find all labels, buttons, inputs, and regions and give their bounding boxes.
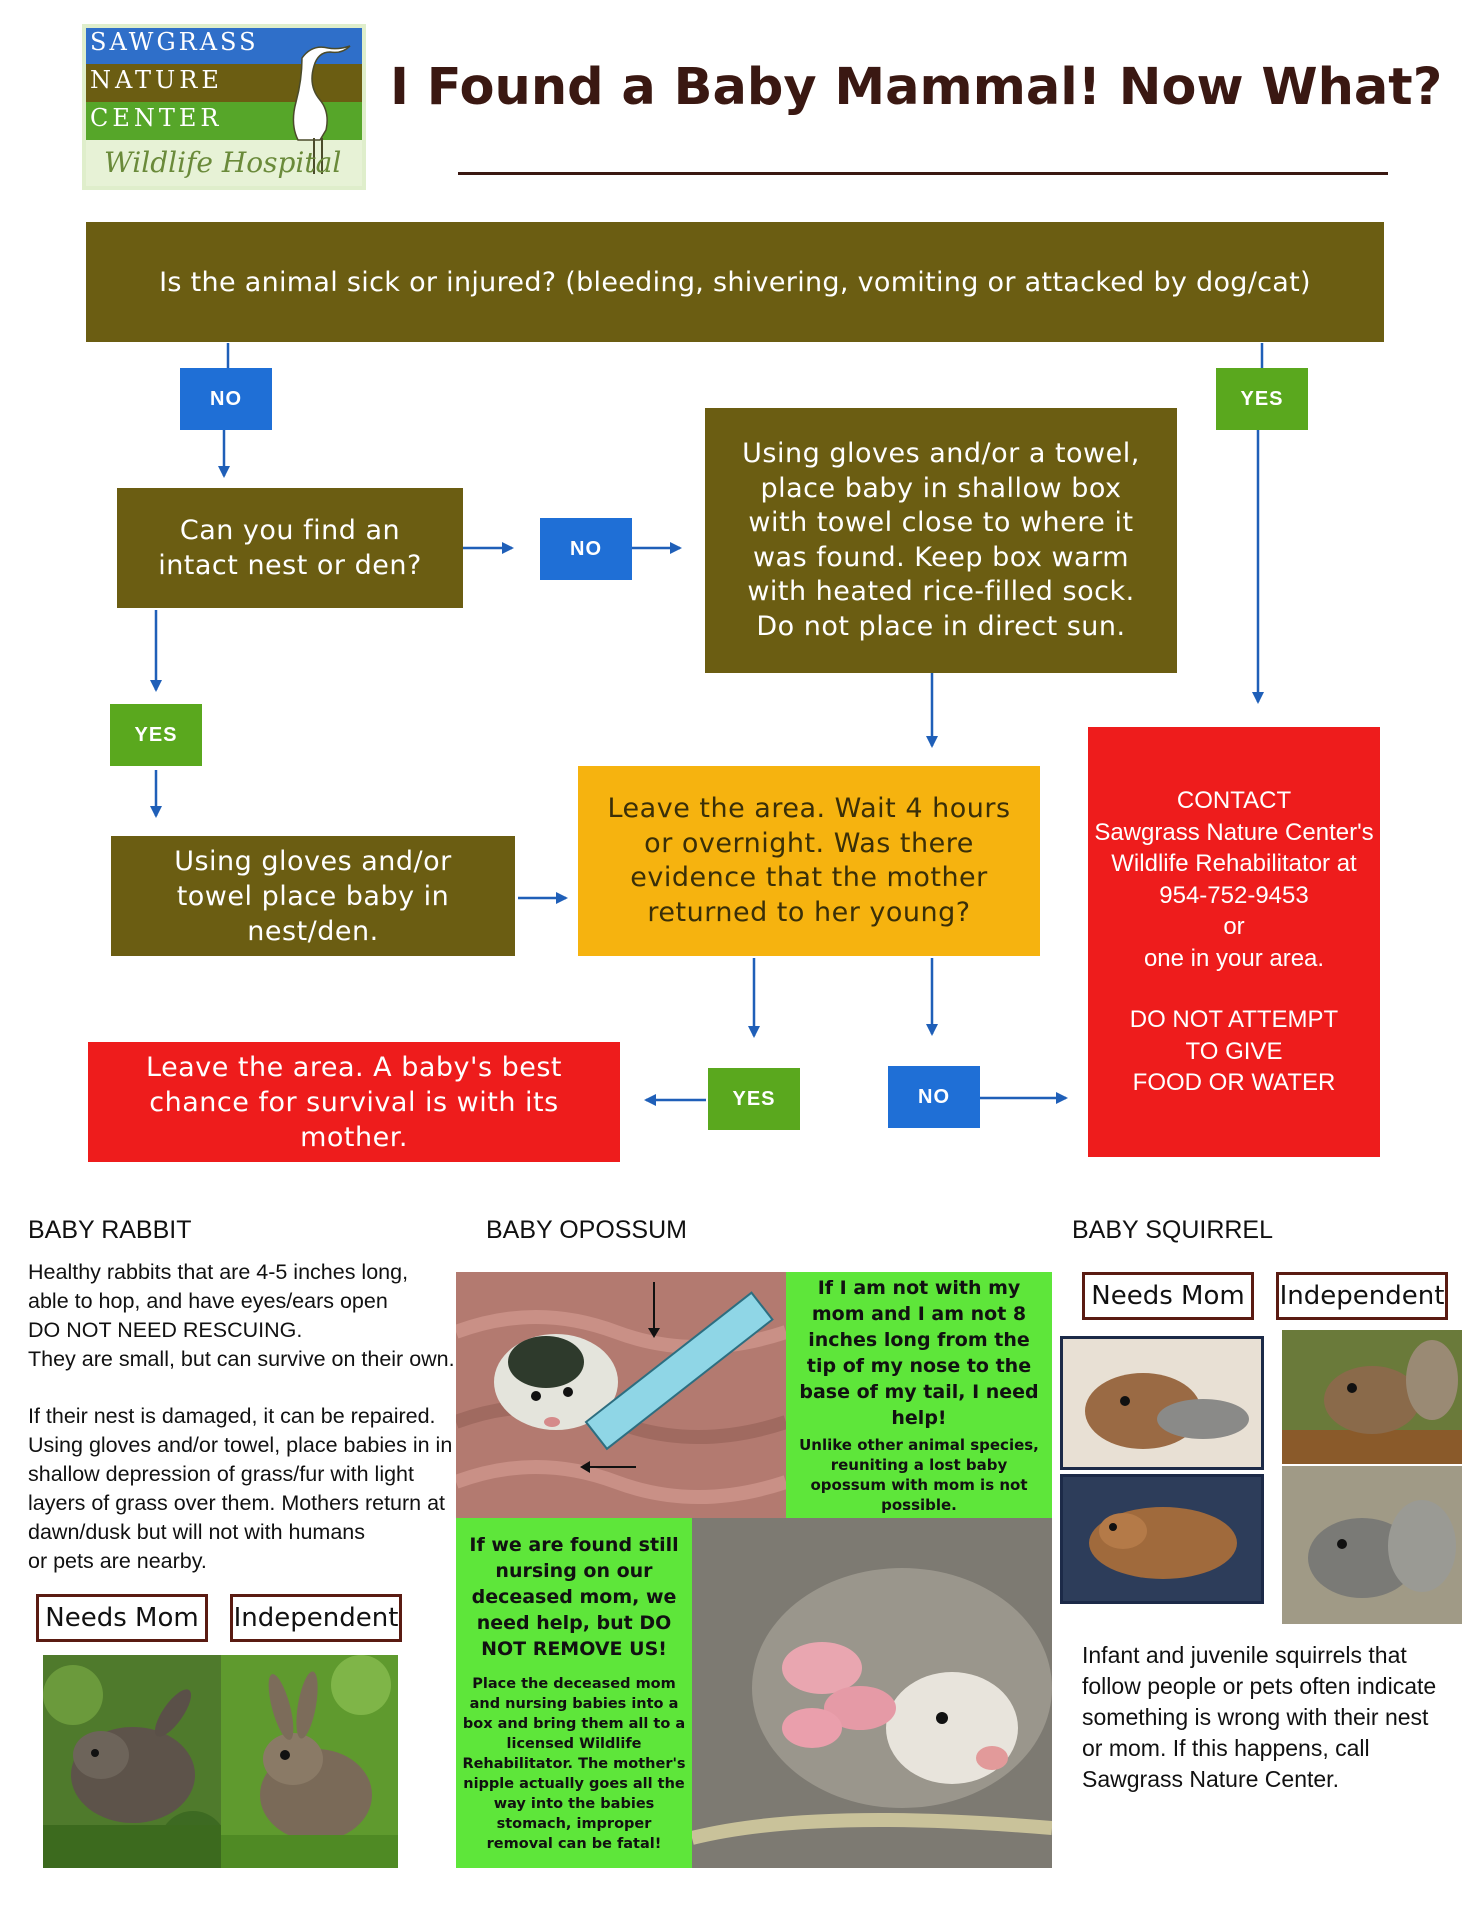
rabbit-independent-label: Independent — [230, 1594, 402, 1642]
contact-warning-3: FOOD OR WATER — [1132, 1069, 1336, 1097]
logo-line-2: NATURE — [90, 66, 223, 94]
opossum-panel-1-sub: Unlike other animal species, reuniting a lost baby opossum with mom is not possible. — [799, 1436, 1039, 1514]
contact-or: or — [1223, 913, 1245, 941]
question-sick-text: Is the animal sick or injured? (bleeding, shivering, vomiting or attacked by dog/cat) — [159, 266, 1311, 298]
contact-box — [1088, 727, 1380, 1157]
opossum-ruler-photo — [456, 1272, 786, 1518]
leave-area-text: Leave the area. A baby's best chance for survival is with its mother. — [146, 1051, 562, 1153]
yes-badge-1 — [1216, 368, 1308, 430]
place-nest-box — [111, 836, 515, 956]
question-nest-text: Can you find an intact nest or den? — [158, 515, 422, 581]
no-label: NO — [570, 537, 602, 560]
no-badge-1 — [180, 368, 272, 430]
opossum-heading: BABY OPOSSUM — [486, 1216, 687, 1244]
squirrel-needs-mom-photo-2 — [1060, 1474, 1264, 1604]
page-title: I Found a Baby Mammal! Now What? — [390, 58, 1443, 117]
squirrel-needs-mom-label: Needs Mom — [1082, 1272, 1254, 1320]
yes-label: YES — [1240, 387, 1284, 410]
no-label: NO — [210, 387, 242, 410]
squirrel-independent-photo-2 — [1282, 1466, 1462, 1624]
rabbit-heading: BABY RABBIT — [28, 1216, 192, 1244]
opossum-panel-1-main: If I am not with my mom and I am not 8 inches long from the tip of my nose to the base of my tail, I need help! — [799, 1277, 1039, 1429]
contact-line-1: CONTACT — [1176, 787, 1292, 815]
contact-phone: 954-752-9453 — [1159, 881, 1309, 909]
wait-question-text: Leave the area. Wait 4 hours or overnight. Was there evidence that the mother returned to her young? — [607, 793, 1011, 928]
no-label: NO — [918, 1085, 950, 1108]
yes-badge-3 — [708, 1068, 800, 1130]
rabbit-paragraph-1: Healthy rabbits that are 4-5 inches long, able to hop, and have eyes/ears open DO NOT NEED RESCUING. They are small, but can survive on their own. — [28, 1260, 455, 1371]
place-nest-text: Using gloves and/or towel place baby in nest/den. — [174, 845, 452, 947]
leave-area-box — [88, 1042, 620, 1162]
squirrel-independent-label: Independent — [1276, 1272, 1448, 1320]
shallow-box-text: Using gloves and/or a towel, place baby in shallow box with towel close to where it was found. Keep box warm with heated rice-filled sock. Do not place in direct sun. — [742, 438, 1140, 642]
rabbit-paragraph-2: If their nest is damaged, it can be repaired. Using gloves and/or towel, place babies in in shallow depression of grass/fur with light layers of grass over them. Mothers return at dawn/dusk but will not with humans or pets are nearby. — [28, 1404, 453, 1573]
squirrel-needs-mom-photo-1 — [1060, 1336, 1264, 1470]
yes-label: YES — [732, 1087, 776, 1110]
question-sick-box — [86, 222, 1384, 342]
rabbit-needs-mom-label: Needs Mom — [36, 1594, 208, 1642]
opossum-info-panel-1 — [786, 1272, 1052, 1518]
contact-line-3: Wildlife Rehabilitator at — [1111, 850, 1357, 878]
contact-warning-2: TO GIVE — [1185, 1037, 1283, 1065]
logo-line-1: SAWGRASS — [90, 28, 259, 56]
question-nest-box — [117, 488, 463, 608]
shallow-box-instructions — [705, 408, 1177, 673]
contact-line-4: one in your area. — [1143, 944, 1325, 972]
logo-subtitle: Wildlife Hospital — [104, 146, 342, 179]
rabbit-needs-mom-photo — [43, 1655, 221, 1868]
contact-line-2: Sawgrass Nature Center's — [1094, 818, 1374, 846]
wait-question-box — [578, 766, 1040, 956]
squirrel-independent-photo-1 — [1282, 1330, 1462, 1464]
rabbit-independent-photo — [221, 1655, 398, 1868]
logo-line-3: CENTER — [90, 104, 223, 132]
opossum-nursing-photo — [692, 1518, 1052, 1868]
opossum-panel-2-sub: Place the deceased mom and nursing babies into a box and bring them all to a licensed Wildlife Rehabilitator. The mother's nipple actually goes all the way into the babies stomach, improper removal can be fatal! — [462, 1676, 686, 1852]
squirrel-heading: BABY SQUIRREL — [1072, 1216, 1274, 1244]
no-badge-3 — [888, 1066, 980, 1128]
yes-label: YES — [134, 723, 178, 746]
opossum-panel-2-main: If we are found still nursing on our deceased mom, we need help, but DO NOT REMOVE US! — [469, 1534, 679, 1660]
contact-warning-1: DO NOT ATTEMPT — [1129, 1006, 1339, 1034]
yes-badge-2 — [110, 704, 202, 766]
squirrel-paragraph: Infant and juvenile squirrels that follow people or pets often indicate something is wrong with their nest or mom. If this happens, call Sawgrass Nature Center. — [1082, 1642, 1437, 1792]
opossum-info-panel-2 — [456, 1518, 692, 1868]
no-badge-2 — [540, 518, 632, 580]
